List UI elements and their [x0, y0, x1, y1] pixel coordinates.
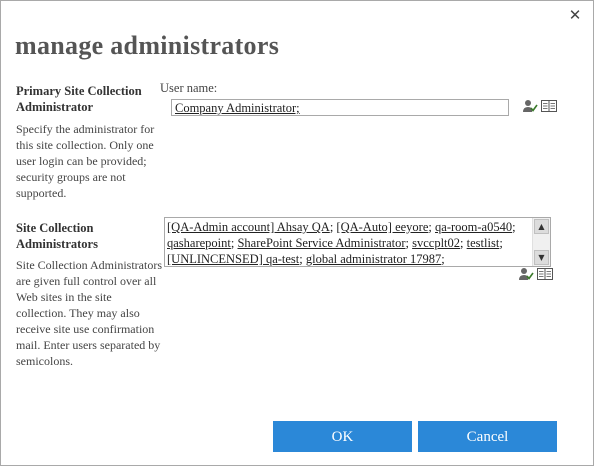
admin-entry: [QA-Admin account] Ahsay QA [167, 220, 330, 234]
admin-entry: qasharepoint [167, 236, 231, 250]
admin-entry: [QA-Auto] eeyore [336, 220, 429, 234]
site-admins-entries: [QA-Admin account] Ahsay QA; [QA-Auto] eeyore; qa-room-a0540; qasharepoint; SharePoint Service Administrator; svccplt02; testlist; [UNLINCENSED] qa-test; global administrator 17987; [167, 220, 516, 266]
close-icon[interactable]: ✕ [568, 6, 582, 24]
site-admins-heading: Site Collection Administrators [16, 221, 98, 251]
check-names-icon[interactable] [518, 267, 534, 281]
admin-entry: global administrator 17987 [305, 252, 442, 266]
user-name-label: User name: [160, 81, 218, 95]
resolved-user: Company Administrator; [175, 101, 300, 115]
admin-entry: qa-room-a0540 [435, 220, 513, 234]
dialog-title: manage administrators [15, 31, 280, 60]
primary-admin-heading: Primary Site Collection Administrator [16, 84, 142, 114]
admin-entry: [UNLINCENSED] qa-test [167, 252, 300, 266]
vertical-scrollbar[interactable] [532, 218, 550, 266]
cancel-button[interactable]: Cancel [418, 421, 557, 452]
site-admins-input[interactable] [164, 217, 551, 267]
ok-button[interactable]: OK [273, 421, 412, 452]
address-book-icon[interactable] [537, 267, 553, 281]
primary-admin-description: Specify the administrator for this site collection. Only one user login can be provided; security groups are not supported. [16, 122, 155, 200]
scroll-down-icon[interactable]: ▼ [534, 250, 549, 265]
admin-entry: svccplt02 [412, 236, 461, 250]
primary-admin-input[interactable] [171, 99, 509, 116]
scroll-up-icon[interactable]: ▲ [534, 219, 549, 234]
admin-entry: SharePoint Service Administrator [237, 236, 406, 250]
site-admins-description: Site Collection Administrators are given full control over all Web sites in the site collection. They may also receive site use confirmation mail. Enter users separated by semicolons. [16, 258, 162, 368]
check-names-icon[interactable] [522, 99, 538, 113]
admin-entry: testlist [466, 236, 500, 250]
address-book-icon[interactable] [541, 99, 557, 113]
